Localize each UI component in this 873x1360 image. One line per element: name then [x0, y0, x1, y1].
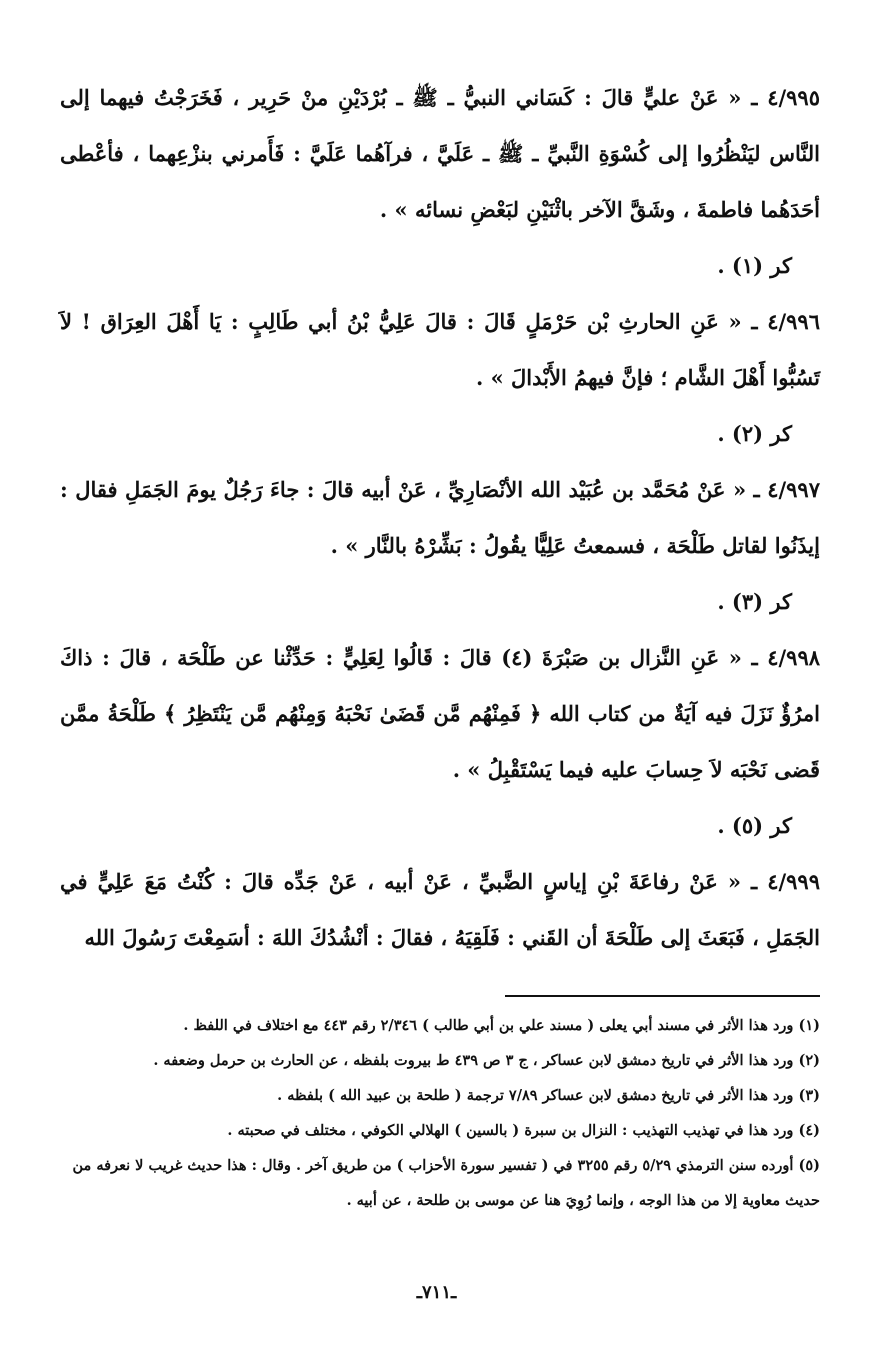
source-ref-996: كر (٢) . [717, 421, 792, 446]
hadith-996: ٤/٩٩٦ ـ « عَنِ الحارثِ بْن حَرْمَلٍ قَالَ : قالَ عَلِيُّ بْنُ أبي طَالِبٍ : يَا أَهْلَ العِرَاق ! لاَ تَسُبُّوا أَهْلَ الشَّام ؛ فإنَّ فيهمُ الأَبْدالَ » . [60, 309, 820, 390]
footnote-divider [505, 995, 820, 997]
footnote-3: (٣) ورد هذا الأثر في تاريخ دمشق لابن عساكر ٧/٨٩ ترجمة ( طلحة بن عبيد الله ) بلفظه . [277, 1087, 820, 1104]
hadith-998: ٤/٩٩٨ ـ « عَنِ النَّزال بن صَبْرَةَ (٤) قالَ : قَالُوا لِعَلِيٍّ : حَدِّثْنا عن طَلْحَة ، قالَ : ذاكَ امرُؤٌ نَزَلَ فيه آيَةٌ من كتاب الله ﴿ فَمِنْهُم مَّن قَضَىٰ نَحْبَهُ وَمِنْهُم مَّن يَنْتَظِرُ ﴾ طَلْحَةُ ممَّن قَضى نَحْبَه لاَ حِسابَ عليه فيما يَسْتَقْبِلُ » . [60, 645, 821, 782]
hadith-997: ٤/٩٩٧ ـ « عَنْ مُحَمَّد بن عُبَيْد الله الأنْصَارِيِّ ، عَنْ أبيه قالَ : جاءَ رَجُلٌ يومَ الجَمَلِ فقال : إيذَنُوا لقاتل طَلْحَة ، فسمعتُ عَلِيًّا يقُولُ : بَشِّرْهُ بالنَّار » . [60, 477, 820, 558]
source-ref-997: كر (٣) . [717, 589, 792, 614]
page-number: ـ٧١١ـ [416, 1282, 457, 1303]
footnote-2: (٢) ورد هذا الأثر في تاريخ دمشق لابن عساكر ، ج ٣ ص ٤٣٩ ط بيروت بلفظه ، عن الحارث بن حرمل وضعفه . [153, 1052, 820, 1069]
hadith-995: ٤/٩٩٥ ـ « عَنْ عليٍّ قالَ : كَسَاني النبيُّ ـ ﷺ ـ بُرْدَيْنِ منْ حَرِير ، فَخَرَجْتُ فيهما إلى النَّاس ليَنْظُرُوا إلى كُسْوَةِ النَّبيِّ ـ ﷺ ـ عَلَيَّ ، فرآهُما عَلَيَّ : فَأَمرني بنزْعِهما ، فأعْطى أحَدَهُما فاطمةَ ، وشَقَّ الآخر باثْنَيْنِ لبَعْضِ نسائه » . [60, 85, 820, 222]
footnote-1: (١) ورد هذا الأثر في مسند أبي يعلى ( مسند علي بن أبي طالب ) ٢/٣٤٦ رقم ٤٤٣ مع اختلاف في اللفظ . [183, 1017, 820, 1034]
footnotes [60, 1008, 820, 1218]
footnote-4: (٤) ورد هذا في تهذيب التهذيب : النزال بن سبرة ( بالسين ) الهلالي الكوفي ، مختلف في صحبته . [227, 1122, 820, 1139]
source-ref-998: كر (٥) . [717, 813, 792, 838]
main-text [60, 70, 820, 966]
source-ref-995: كر (١) . [717, 253, 792, 278]
hadith-999: ٤/٩٩٩ ـ « عَنْ رفاعَةَ بْنِ إياسٍ الضَّبيِّ ، عَنْ أبيه ، عَنْ جَدِّه قالَ : كُنْتُ مَعَ عَلِيٍّ في الجَمَلِ ، فَبَعَثَ إلى طَلْحَةَ أن القَني : فَلَقِيَهُ ، فقالَ : أنْشُدُكَ اللهَ : أسَمِعْتَ رَسُولَ الله [60, 869, 820, 950]
footnote-5: (٥) أورده سنن الترمذي ٥/٢٩ رقم ٣٢٥٥ في ( تفسير سورة الأحزاب ) من طريق آخر . وقال : هذا حديث غريب لا نعرفه من حديث معاوية إلا من هذا الوجه ، وإنما رُوِيَ هنا عن موسى بن طلحة ، عن أبيه . [72, 1157, 820, 1209]
